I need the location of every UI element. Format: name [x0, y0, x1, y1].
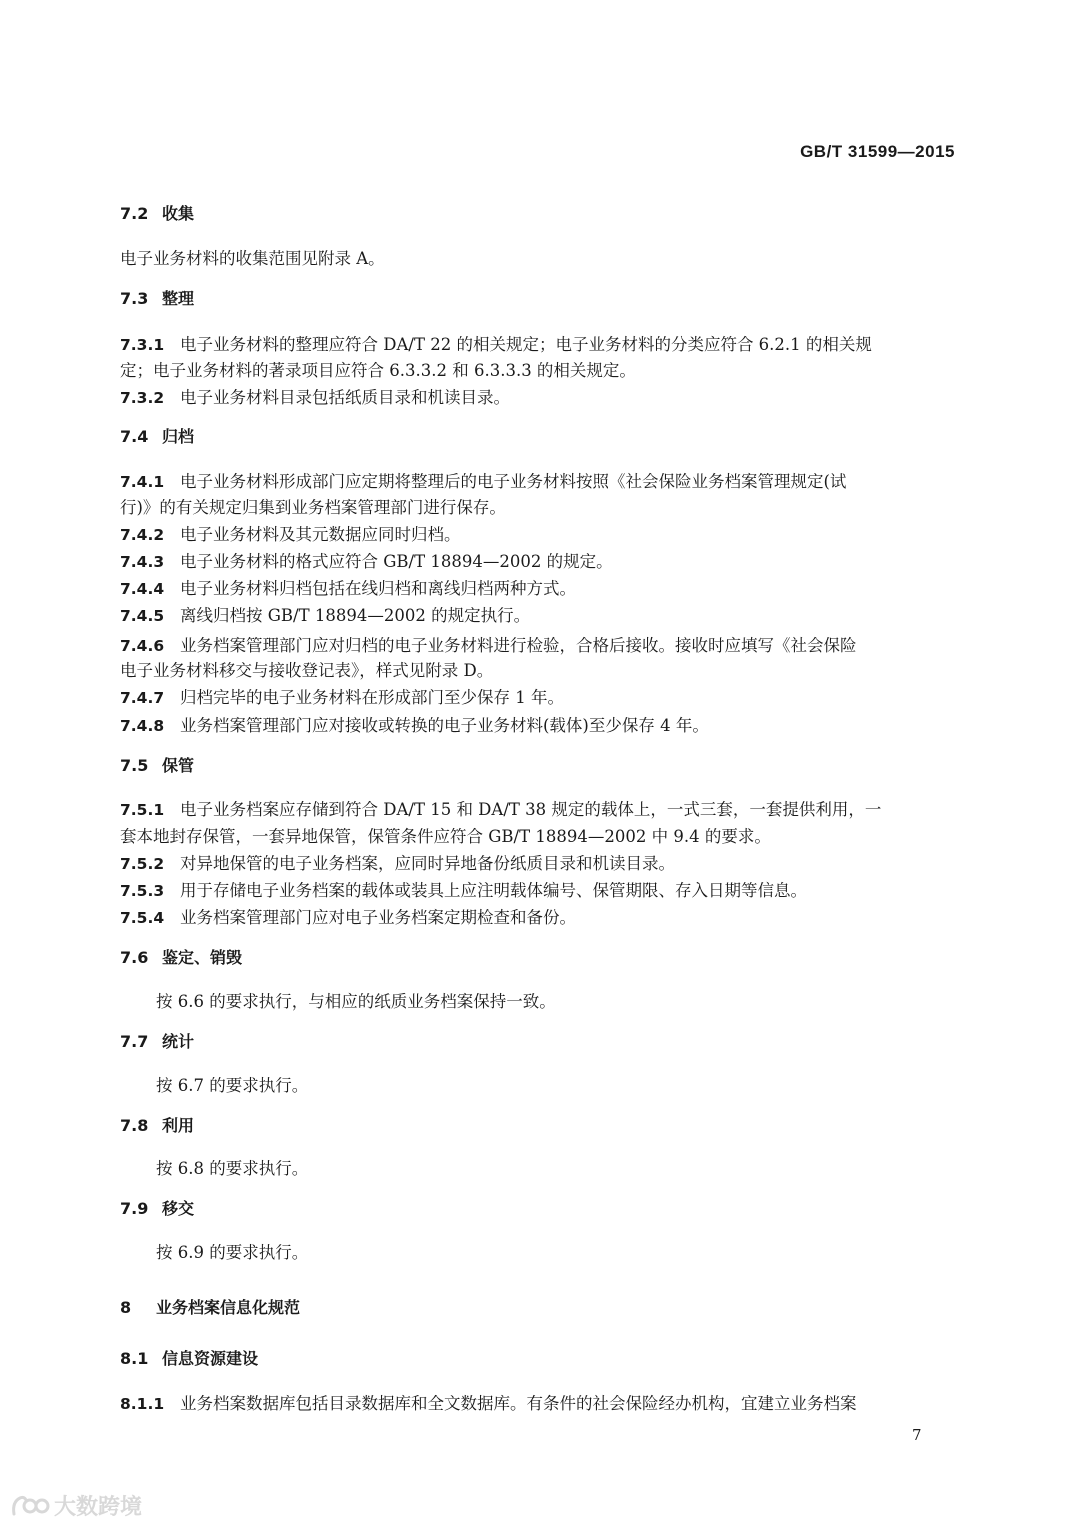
clause-7-4-4: 7.4.4 电子业务材料归档包括在线归档和离线归档两种方式。	[120, 579, 576, 598]
clause-7-4-8: 7.4.8 业务档案管理部门应对接收或转换的电子业务材料(载体)至少保存 4 年。	[120, 716, 709, 735]
clause-7-4-7: 7.4.7 归档完毕的电子业务材料在形成部门至少保存 1 年。	[120, 688, 564, 707]
section-heading-7-9: 7.9 移交	[120, 1199, 195, 1218]
watermark-text: 大数跨境	[54, 1495, 143, 1520]
clause-7-5-3: 7.5.3 用于存储电子业务档案的载体或装具上应注明载体编号、保管期限、存入日期等信息。	[120, 881, 807, 900]
clause-7-4-6-cont: 电子业务材料移交与接收登记表》，样式见附录 D。	[120, 661, 494, 680]
clause-7-5-4: 7.5.4 业务档案管理部门应对电子业务档案定期检查和备份。	[120, 908, 576, 927]
clause-7-5-1: 7.5.1 电子业务档案应存储到符合 DA/T 15 和 DA/T 38 规定的载体上，一式三套，一套提供利用，一	[120, 800, 882, 819]
section-body-7-6: 按 6.6 的要求执行，与相应的纸质业务档案保持一致。	[156, 992, 556, 1011]
section-heading-7-5: 7.5 保管	[120, 756, 195, 775]
section-heading-7-4: 7.4 归档	[120, 427, 195, 446]
clause-7-4-1-cont: 行)》的有关规定归集到业务档案管理部门进行保存。	[120, 498, 506, 517]
clause-7-3-1-cont: 定；电子业务材料的著录项目应符合 6.3.3.2 和 6.3.3.3 的相关规定。	[120, 361, 636, 380]
section-body-7-7: 按 6.7 的要求执行。	[156, 1076, 309, 1095]
clause-7-5-2: 7.5.2 对异地保管的电子业务档案，应同时异地备份纸质目录和机读目录。	[120, 854, 675, 873]
section-body-7-2: 电子业务材料的收集范围见附录 A。	[120, 249, 385, 268]
watermark-logo-icon	[10, 1492, 50, 1520]
clause-7-3-2: 7.3.2 电子业务材料目录包括纸质目录和机读目录。	[120, 388, 510, 407]
section-heading-7-3: 7.3 整理	[120, 289, 195, 308]
chapter-heading-8: 8 业务档案信息化规范	[120, 1298, 301, 1317]
section-heading-7-7: 7.7 统计	[120, 1032, 195, 1051]
section-body-7-9: 按 6.9 的要求执行。	[156, 1243, 309, 1262]
clause-7-4-6: 7.4.6 业务档案管理部门应对归档的电子业务材料进行检验，合格后接收。接收时应填写《社会保险	[120, 636, 857, 655]
watermark	[10, 1490, 142, 1521]
clause-7-5-1-cont: 套本地封存保管，一套异地保管，保管条件应符合 GB/T 18894—2002 中 9.4 的要求。	[120, 827, 771, 846]
clause-7-4-1: 7.4.1 电子业务材料形成部门应定期将整理后的电子业务材料按照《社会保险业务档案管理规定(试	[120, 472, 847, 491]
clause-7-3-1: 7.3.1 电子业务材料的整理应符合 DA/T 22 的相关规定；电子业务材料的分类应符合 6.2.1 的相关规	[120, 335, 872, 354]
clause-7-4-3: 7.4.3 电子业务材料的格式应符合 GB/T 18894—2002 的规定。	[120, 552, 613, 571]
section-heading-8-1: 8.1 信息资源建设	[120, 1349, 259, 1368]
standard-code: GB/T 31599—2015	[800, 142, 955, 161]
clause-8-1-1: 8.1.1 业务档案数据库包括目录数据库和全文数据库。有条件的社会保险经办机构，宜建立业务档案	[120, 1394, 857, 1413]
page-number: 7	[912, 1426, 922, 1444]
section-heading-7-8: 7.8 利用	[120, 1116, 195, 1135]
clause-7-4-5: 7.4.5 离线归档按 GB/T 18894—2002 的规定执行。	[120, 606, 531, 625]
section-heading-7-2: 7.2 收集	[120, 204, 195, 223]
section-body-7-8: 按 6.8 的要求执行。	[156, 1159, 309, 1178]
section-heading-7-6: 7.6 鉴定、销毁	[120, 948, 243, 967]
clause-7-4-2: 7.4.2 电子业务材料及其元数据应同时归档。	[120, 525, 461, 544]
